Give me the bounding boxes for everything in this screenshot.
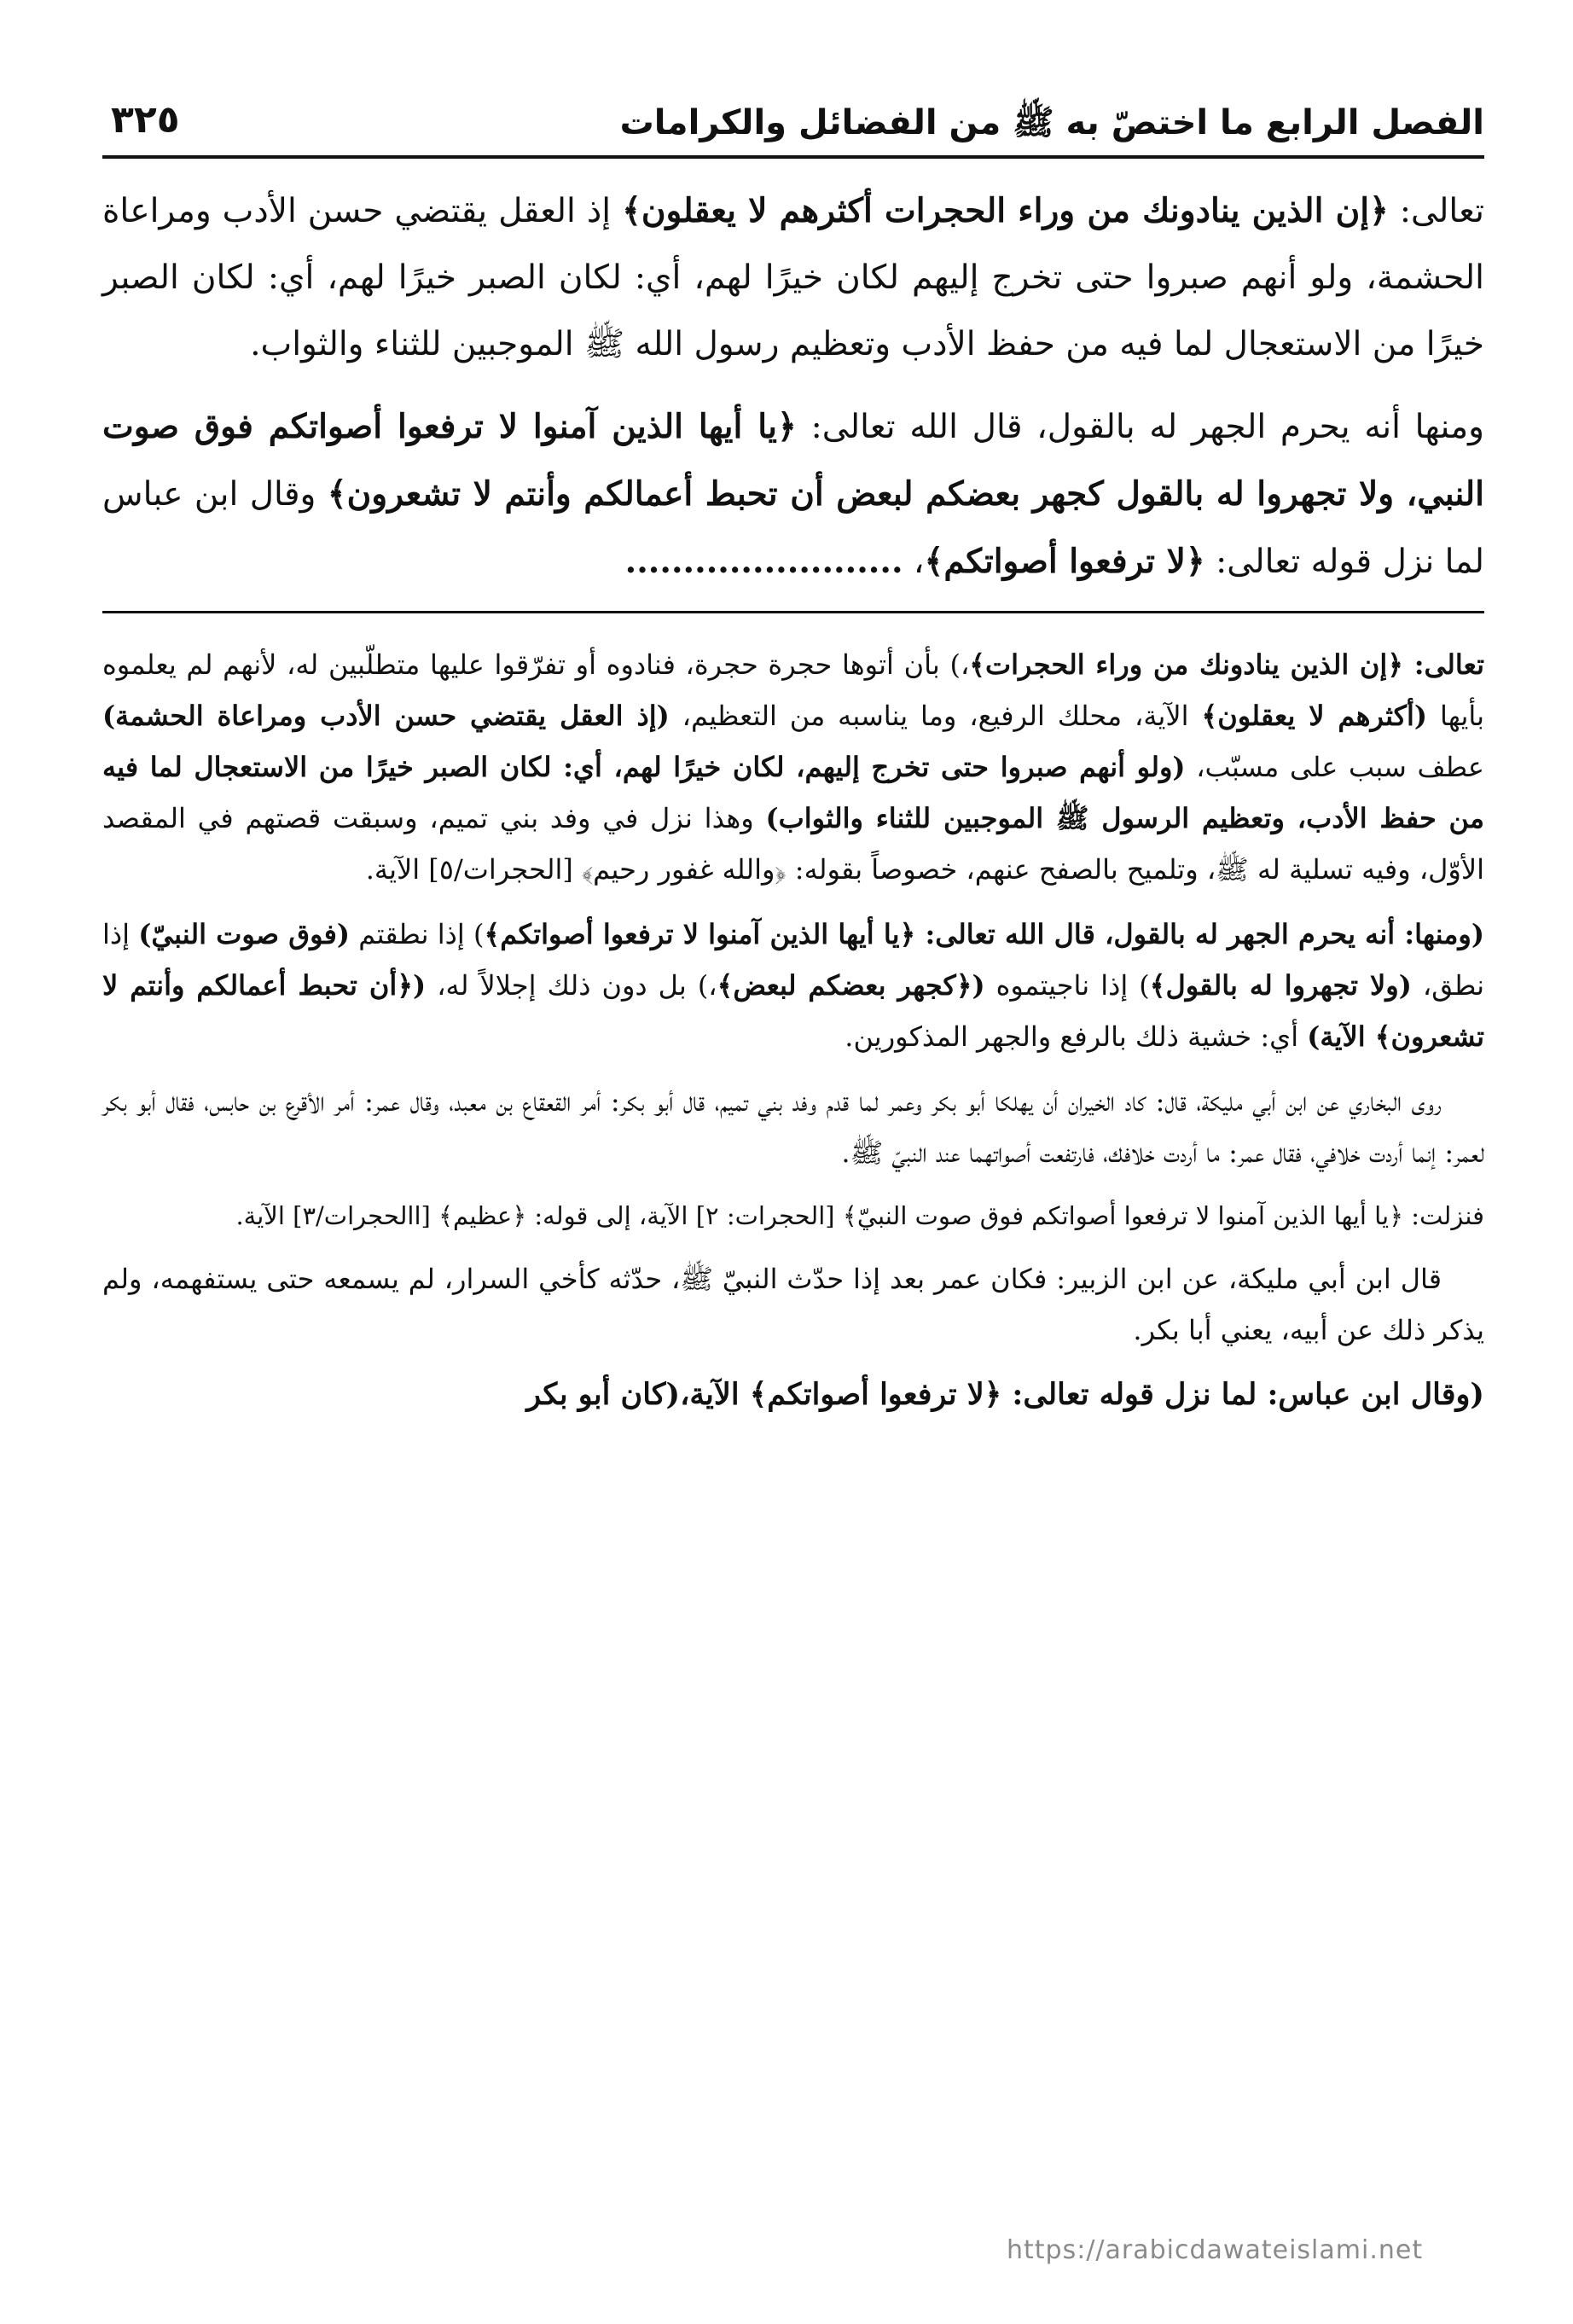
matn-quote: (إذ العقل يقتضي حسن الأدب ومراعاة الحشمة)	[102, 700, 670, 732]
commentary-paragraph	[102, 909, 1484, 1062]
text-run: الآية، محلك الرفيع، وما يناسبه من التعظيم،	[669, 700, 1202, 732]
page-header	[102, 77, 1484, 159]
commentary	[102, 639, 1484, 1421]
quran-verse: ﴿إن الذين ينادونك من وراء الحجرات أكثرهم لا يعقلون﴾	[622, 191, 1389, 230]
footnote-divider	[102, 611, 1484, 613]
quran-verse: ﴿يا أيها الذين آمنوا لا ترفعوا أصواتكم فوق صوت النبي، ولا تجهروا له بالقول كجهر بعضكم لبعض أن تحبط أعمالكم وأنتم لا تشعرون﴾	[102, 407, 1484, 514]
main-paragraph	[102, 177, 1484, 378]
book-page	[102, 77, 1484, 2295]
text-run: وقال ابن عباس لما نزل قوله تعالى:	[102, 475, 1484, 581]
text-run: تعالى:	[1403, 648, 1485, 681]
quran-verse: ﴿يا أيها الذين آمنوا لا ترفعوا أصواتكم﴾	[484, 918, 916, 950]
commentary-paragraph: روى البخاري عن ابن أبي مليكة، قال: كاد الخيران أن يهلكا أبو بكر وعمر لما قدم وفد بني تميم، قال أبو بكر: أمر القعقاع بن معبد، وقال عمر: أمر الأقرع بن حابس، فقال أبو بكر لعمر: إنما أردت خلافي، فقال عمر: ما أردت خلافك، فارتفعت أصواتهما عند النبيّ ﷺ.	[102, 1085, 1484, 1169]
text-run: ،) بأن أتوها حجرة حجرة، فنادوه أو تفرّقوا عليها متطلّبين له، لأنهم لم يعلموه بأيها	[102, 648, 1485, 732]
matn-quote: (ولو أنهم صبروا حتى تخرج إليهم، لكان خيرًا لهم، أي: لكان الصبر خيرًا من الاستعجال لما فيه من حفظ الأدب، وتعظيم الرسول ﷺ الموجبين للثناء والثواب)	[102, 751, 1485, 834]
text-run: ) إذا نطقتم	[350, 918, 485, 950]
text-run: ومنها أنه يحرم الجهر له بالقول، قال الله تعالى:	[796, 408, 1484, 446]
text-run: [الحجرات/٥] الآية.	[365, 853, 583, 886]
text-run: عطف سبب على مسبّب،	[1185, 751, 1484, 783]
ellipsis-dots: ........................	[624, 542, 903, 581]
quran-verse: (﴿كجهر بعضكم لبعض﴾	[717, 969, 985, 1002]
text-run: ) إذا ناجيتموه	[984, 969, 1150, 1002]
main-paragraph	[102, 393, 1484, 596]
quran-verse: ﴿لا ترفعوا أصواتكم﴾	[924, 542, 1205, 581]
text-run: أي: خشية ذلك بالرفع والجهر المذكورين.	[845, 1020, 1308, 1053]
quran-verse: (أكثرهم لا يعقلون﴾	[1201, 700, 1428, 732]
text-run: إذ العقل يقتضي حسن الأدب ومراعاة الحشمة، ولو أنهم صبروا حتى تخرج إليهم لكان خيرًا لهم، أي: لكان الصبر خيرًا لهم، أي: لكان الصبر خيرًا من الاستعجال لما فيه من حفظ الأدب وتعظيم رسول الله ﷺ الموجبين للثناء والثواب.	[102, 192, 1484, 363]
commentary-paragraph	[102, 639, 1484, 895]
matn-quote: (فوق صوت النبيّ)	[138, 918, 351, 950]
watermark-url: https://arabicdawateislami.net	[1007, 2235, 1424, 2265]
quran-verse: ﴿إن الذين ينادونك من وراء الحجرات﴾	[969, 648, 1404, 681]
quran-verse: (﴿أن تحبط أعمالكم وأنتم لا تشعرون﴾ الآية)	[102, 969, 1484, 1053]
text-run: إذا نطق،	[102, 918, 1485, 1002]
matn-quote: (ومنها: أنه يحرم الجهر له بالقول، قال الله تعالى:	[915, 918, 1485, 950]
text-run: وهذا نزل في وفد بني تميم، وسبقت قصتهم في المقصد الأوّل، وفيه تسلية له ﷺ، وتلميح بالصفح عنهم، خصوصاً بقوله:	[102, 802, 1484, 886]
text-run: ،	[903, 543, 925, 581]
quran-verse: ﴿والله غفور رحيم﴾	[582, 853, 786, 886]
text-run: تعالى:	[1388, 192, 1484, 230]
running-title: الفصل الرابع ما اختصّ به ﷺ من الفضائل والكرامات	[619, 103, 1484, 142]
commentary-paragraph: قال ابن أبي مليكة، عن ابن الزبير: فكان عمر بعد إذا حدّث النبيّ ﷺ، حدّثه كأخي السرار، لم يسمعه حتى يستفهمه، ولم يذكر ذلك عن أبيه، يعني أبا بكر.	[102, 1263, 1484, 1346]
commentary-paragraph: (وقال ابن عباس: لما نزل قوله تعالى: ﴿لا ترفعوا أصواتكم﴾ الآية،(كان أبو بكر	[526, 1377, 1484, 1412]
commentary-paragraph: فنزلت: ﴿يا أيها الذين آمنوا لا ترفعوا أصواتكم فوق صوت النبيّ﴾ [الحجرات: ٢] الآية، إلى قوله: ﴿عظيم﴾ [االحجرات/٣] الآية.	[235, 1201, 1484, 1230]
main-text	[102, 177, 1484, 596]
matn-quote: (ولا تجهروا له بالقول﴾	[1149, 969, 1412, 1002]
text-run: ،) بل دون ذلك إجلالاً له،	[426, 969, 717, 1002]
page-number: ٣٢٥	[111, 98, 180, 142]
